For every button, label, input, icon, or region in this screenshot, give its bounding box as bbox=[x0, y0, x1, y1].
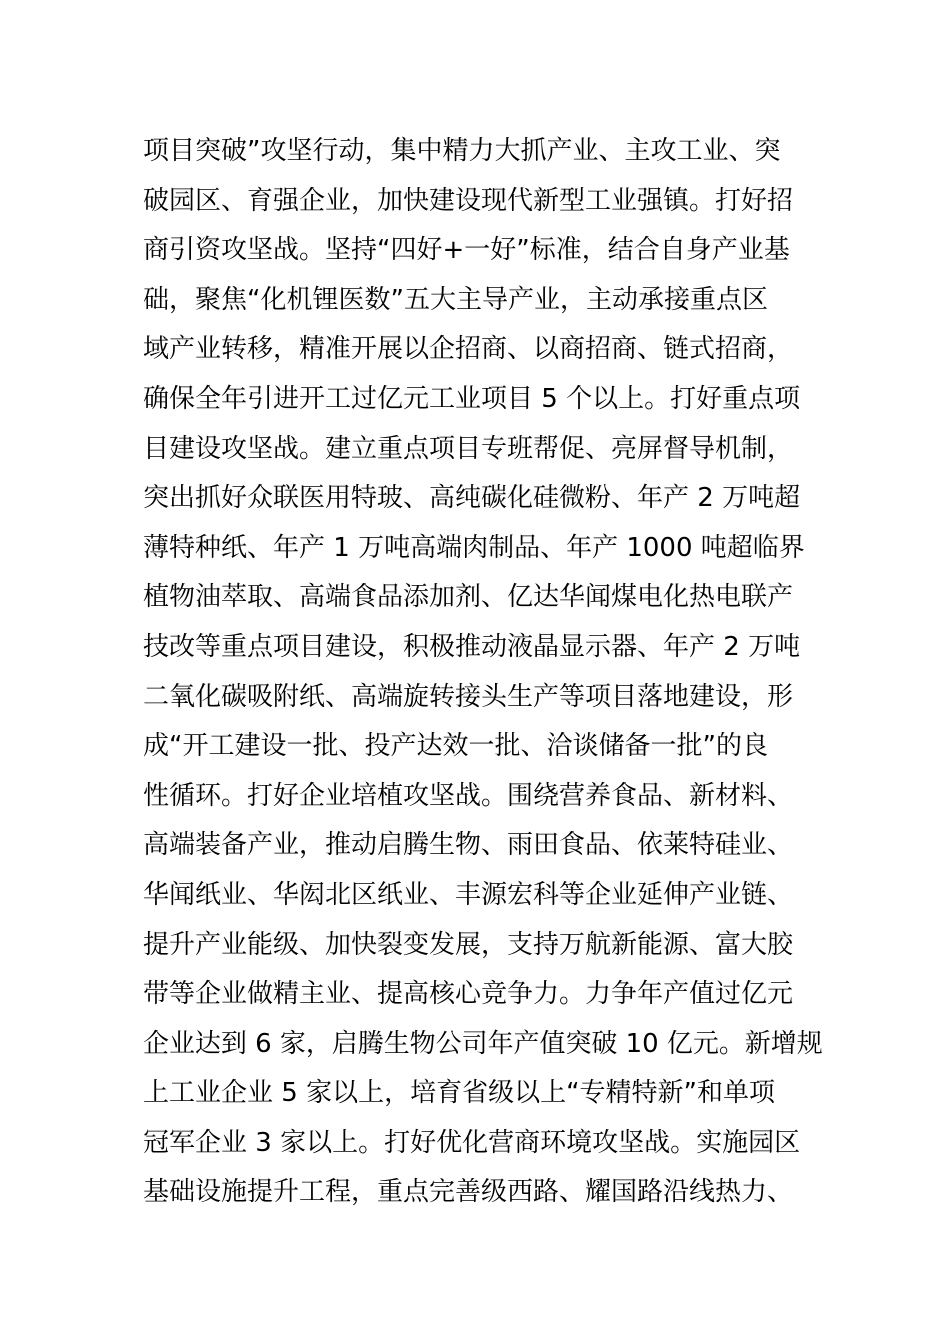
text-line: 目建设攻坚战。建立重点项目专班帮促、亮屏督导机制， bbox=[143, 433, 794, 464]
text-line: 薄特种纸、年产 1 万吨高端肉制品、年产 1000 吨超临界 bbox=[143, 532, 805, 563]
text-line: 技改等重点项目建设，积极推动液晶显示器、年产 2 万吨 bbox=[143, 631, 801, 662]
text-line: 上工业企业 5 家以上，培育省级以上“专精特新”和单项 bbox=[143, 1078, 776, 1109]
text-line: 提升产业能级、加快裂变发展，支持万航新能源、富大胶 bbox=[143, 929, 794, 960]
text-line: 域产业转移，精准开展以企招商、以商招商、链式招商， bbox=[143, 334, 794, 365]
text-line: 二氧化碳吸附纸、高端旋转接头生产等项目落地建设，形 bbox=[143, 681, 794, 712]
text-line: 植物油萃取、高端食品添加剂、亿达华闻煤电化热电联产 bbox=[143, 582, 794, 613]
text-line: 华闻纸业、华闳北区纸业、丰源宏科等企业延伸产业链、 bbox=[143, 879, 794, 910]
text-line: 基础设施提升工程，重点完善级西路、耀国路沿线热力、 bbox=[143, 1177, 794, 1208]
text-line: 企业达到 6 家，启腾生物公司年产值突破 10 亿元。新增规 bbox=[143, 1028, 823, 1059]
text-line: 商引资攻坚战。坚持“四好+一好”标准，结合自身产业基 bbox=[143, 235, 790, 266]
text-line: 冠军企业 3 家以上。打好优化营商环境攻坚战。实施园区 bbox=[143, 1127, 801, 1158]
text-line: 础，聚焦“化机锂医数”五大主导产业，主动承接重点区 bbox=[143, 284, 768, 315]
text-line: 性循环。打好企业培植攻坚战。围绕营养食品、新材料、 bbox=[143, 780, 794, 811]
text-line: 破园区、育强企业，加快建设现代新型工业强镇。打好招 bbox=[143, 185, 794, 216]
text-line: 突出抓好众联医用特玻、高纯碳化硅微粉、年产 2 万吨超 bbox=[143, 483, 801, 514]
text-line: 确保全年引进开工过亿元工业项目 5 个以上。打好重点项 bbox=[143, 383, 801, 414]
text-line: 带等企业做精主业、提高核心竞争力。力争年产值过亿元 bbox=[143, 979, 794, 1010]
body-text bbox=[143, 127, 823, 1218]
text-line: 高端装备产业，推动启腾生物、雨田食品、依莱特硅业、 bbox=[143, 830, 794, 861]
text-line: 成“开工建设一批、投产达效一批、洽谈储备一批”的良 bbox=[143, 731, 768, 762]
text-line: 项目突破”攻坚行动，集中精力大抓产业、主攻工业、突 bbox=[143, 136, 781, 166]
